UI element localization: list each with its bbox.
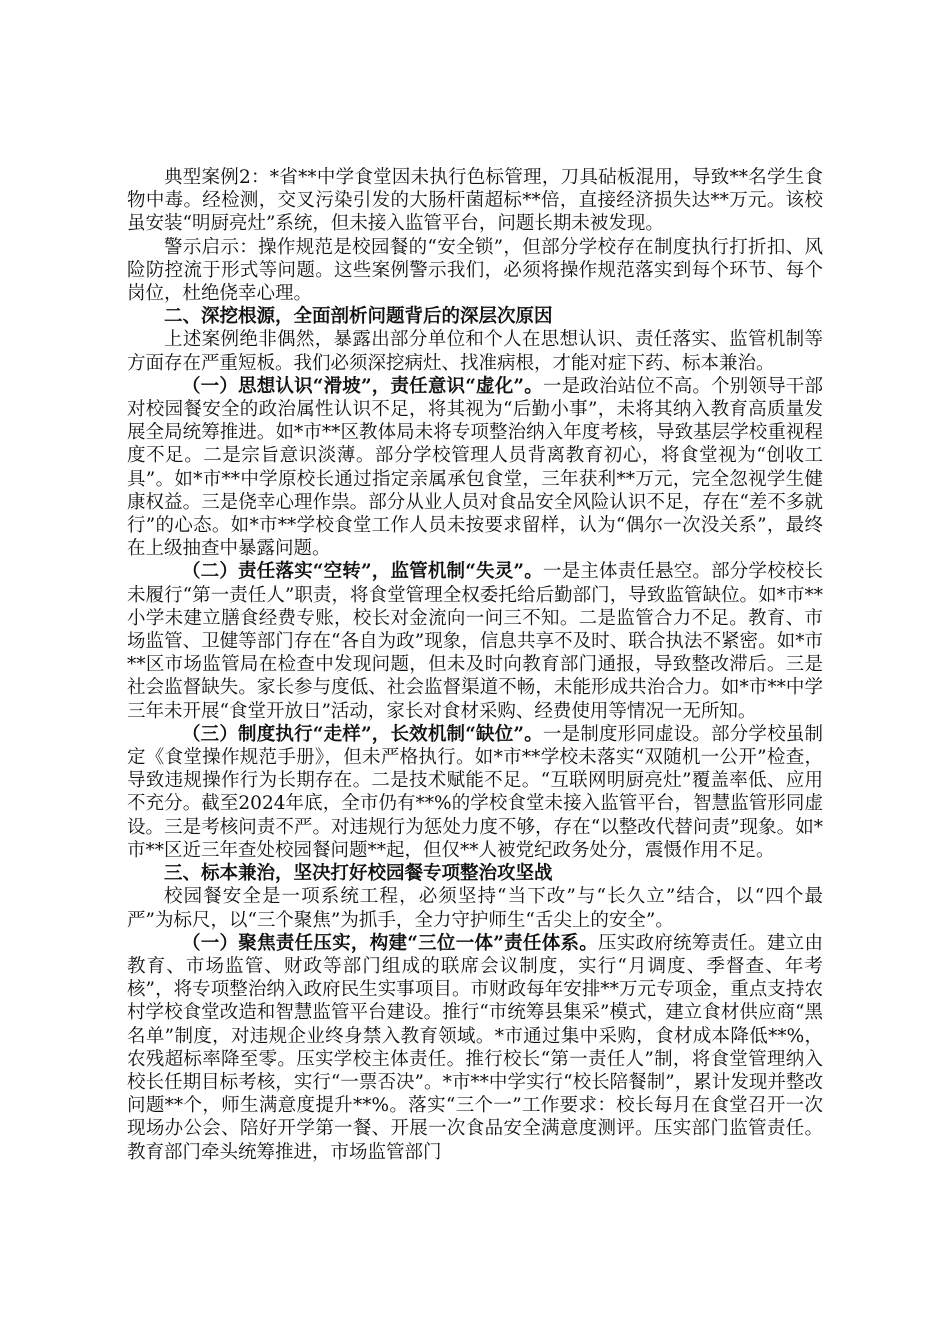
subsection-paragraph (127, 560, 823, 722)
body-paragraph (127, 328, 823, 374)
body-paragraph (127, 885, 823, 931)
paragraph-text: 一是主体责任悬空。部分学校校长未履行“第一责任人”职责，将食堂管理全权委托给后勤部门，导致监管缺位。如*市**小学未建立膳食经费专账，校长对金流向一问三不知。二是监管合力不足。教育、市场监管、卫健等部门存在“各自为政”现象，信息共享不及时、联合执法不紧密。如*市**区市场监管局在检查中发现问题，但未及时向教育部门通报，导致整改滞后。三是社会监督缺失。家长参与度低、社会监督渠道不畅，未能形成共治合力。如*市**中学三年未开展“食堂开放日”活动，家长对食材采购、经费使用等情况一无所知。 (127, 561, 823, 722)
subsection-lead: （三）制度执行“走样”，长效机制“缺位”。 (182, 723, 543, 745)
case-paragraph (127, 166, 823, 236)
subsection-paragraph (127, 932, 823, 1164)
paragraph-text: 典型案例2：*省**中学食堂因未执行色标管理，刀具砧板混用，导致**名学生食物中毒。经检测，交叉污染引发的大肠杆菌超标**倍，直接经济损失达**万元。该校虽安装“明厨亮灶”系统，但未接入监管平台，问题长期未被发现。 (127, 167, 823, 235)
subsection-lead: （二）责任落实“空转”，监管机制“失灵”。 (182, 561, 543, 583)
subsection-paragraph (127, 375, 823, 561)
paragraph-text: 上述案例绝非偶然，暴露出部分单位和个人在思想认识、责任落实、监管机制等方面存在严重短板。我们必须深挖病灶、找准病根，才能对症下药、标本兼治。 (127, 329, 823, 374)
paragraph-text: 一是制度形同虚设。部分学校虽制定《食堂操作规范手册》，但未严格执行。如*市**学校未落实“双随机一公开”检查，导致违规操作行为长期存在。二是技术赋能不足。“互联网明厨亮灶”覆盖率低、应用不充分。截至2024年底，全市仍有**%的学校食堂未接入监管平台，智慧监管形同虚设。三是考核问责不严。对违规行为惩处力度不够，存在“以整改代替问责”现象。如*市**区近三年查处校园餐问题**起，但仅**人被党纪政务处分，震慑作用不足。 (127, 723, 823, 861)
paragraph-text: 警示启示：操作规范是校园餐的“安全锁”，但部分学校存在制度执行打折扣、风险防控流于形式等问题。这些案例警示我们，必须将操作规范落实到每个环节、每个岗位，杜绝侥幸心理。 (127, 236, 823, 305)
subsection-lead: （一）聚焦责任压实，构建“三位一体”责任体系。 (182, 932, 598, 954)
paragraph-text: 一是政治站位不高。个别领导干部对校园餐安全的政治属性认识不足，将其视为“后勤小事”，未将其纳入教育高质量发展全局统筹推进。如*市**区教体局未将专项整治纳入年度考核，导致基层学校重视程度不足。二是宗旨意识淡薄。部分学校管理人员背离教育初心，将食堂视为“创收工具”。如*市**中学原校长通过指定亲属承包食堂，三年获利**万元，完全忽视学生健康权益。三是侥幸心理作祟。部分从业人员对食品安全风险认识不足，存在“差不多就行”的心态。如*市**学校食堂工作人员未按要求留样，认为“偶尔一次没关系”，最终在上级抽查中暴露问题。 (127, 375, 823, 560)
section-heading: 三、标本兼治，坚决打好校园餐专项整治攻坚战 (164, 863, 553, 885)
document-body (127, 166, 823, 1164)
subsection-paragraph (127, 723, 823, 862)
section-heading: 二、深挖根源，全面剖析问题背后的深层次原因 (164, 306, 553, 328)
paragraph-text: 校园餐安全是一项系统工程，必须坚持“当下改”与“长久立”结合，以“四个最严”为标尺，以“三个聚焦”为抓手，全力守护师生“舌尖上的安全”。 (127, 886, 823, 931)
subsection-lead: （一）思想认识“滑坡”，责任意识“虚化”。 (182, 375, 543, 397)
warning-paragraph (127, 236, 823, 306)
paragraph-text: 压实政府统筹责任。建立由教育、市场监管、财政等部门组成的联席会议制度，实行“月调度、季督查、年考核”，将专项整治纳入政府民生实事项目。市财政每年安排**万元专项金，重点支持农村学校食堂改造和智慧监管平台建设。推行“市统筹县集采”模式，建立食材供应商“黑名单”制度，对违规企业终身禁入教育领域。*市通过集中采购，食材成本降低**%，农残超标率降至零。压实学校主体责任。推行校长“第一责任人”制，将食堂管理纳入校长任期目标考核，实行“一票否决”。*市**中学实行“校长陪餐制”，累计发现并整改问题**个，师生满意度提升**%。落实“三个一”工作要求：校长每月在食堂召开一次现场办公会、陪好开学第一餐、开展一次食品安全满意度测评。压实部门监管责任。教育部门牵头统筹推进，市场监管部门 (127, 932, 823, 1163)
